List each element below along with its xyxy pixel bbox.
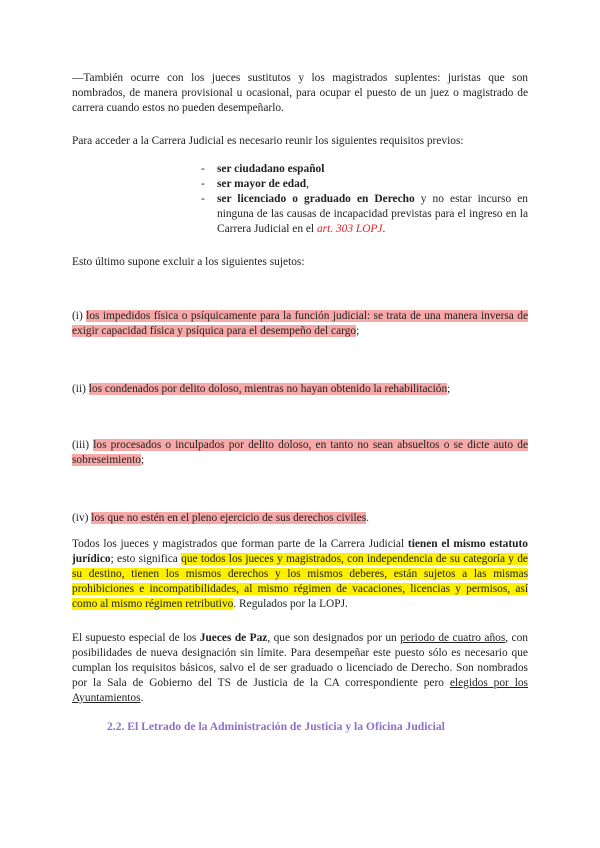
exclusion-i-text: los impedidos física o psíquicamente para la función judicial: se trata de una manera inversa de exigir capacidad física y psíquica para el desempeño del cargo <box>72 310 528 337</box>
exclusions-intro: Esto último supone excluir a los siguientes sujetos: <box>72 256 305 268</box>
estatuto-text-3: . Regulados por la LOPJ. <box>233 598 348 610</box>
exclusion-ii-label: (ii) <box>72 383 89 395</box>
intro-text: También ocurre con los jueces sustitutos y los magistrados suplentes: juristas que son nombrados, de manera provisional u ocasional, para ocupar el puesto de un juez o magistrado de carrera cuando estos no pueden desempeñarlo. <box>72 72 528 114</box>
estatuto-highlight: que todos los jueces y magistrados, con independencia de su categoría y de su destino, tienen los mismos derechos y los mismos deberes, están sujetos a las mismas prohibiciones e incompatibilidades, al mismo régimen de vacaciones, licencias y permisos, así como al mismo régimen retributivo <box>72 553 528 610</box>
paz-text-2: , que son designados por un <box>267 632 401 644</box>
requirement-degree-end: . <box>382 223 386 235</box>
paz-text-1: El supuesto especial de los <box>72 632 200 644</box>
list-bullet: - <box>201 163 205 175</box>
requirements-list <box>201 162 528 237</box>
estatuto-paragraph <box>72 537 528 612</box>
exclusion-iii-label: (iii) <box>72 439 94 451</box>
intro-paragraph <box>72 71 528 116</box>
paz-underline-elected: elegidos por los Ayuntamientos <box>72 677 528 704</box>
exclusion-i-end: ; <box>356 325 360 337</box>
requirement-item <box>201 162 528 177</box>
exclusion-i-label: (i) <box>72 310 87 322</box>
list-bullet: - <box>201 178 205 190</box>
requirement-item <box>201 177 528 192</box>
list-bullet: - <box>201 193 205 205</box>
paz-text-3: , con posibilidades de nueva designación sin límite. Para desempeñar este puesto sólo es necesario que cumplan los requisitos básicos, salvo el de ser graduado o licenciado de Derecho. Son nombrados por la Sala de Gobierno del TS de Justicia de la CA correspondiente pero <box>72 632 528 689</box>
intro-dash: — <box>72 72 84 84</box>
estatuto-text-2: ; esto significa <box>110 553 182 565</box>
section-heading: 2.2. El Letrado de la Administración de Justicia y la Oficina Judicial <box>107 720 445 733</box>
estatuto-text-1: Todos los jueces y magistrados que forman parte de la Carrera Judicial <box>72 538 408 550</box>
requirement-item <box>201 192 528 237</box>
exclusion-iii-text: los procesados o inculpados por delito doloso, en tanto no sean absueltos o se dicte auto de sobreseimiento <box>72 439 529 466</box>
exclusion-iv-end: . <box>366 512 370 524</box>
exclusion-i <box>72 309 528 339</box>
requirement-citizen: ser ciudadano español <box>217 163 325 175</box>
exclusion-iii-end: ; <box>140 454 145 466</box>
requirement-age-comma: , <box>306 178 309 190</box>
exclusion-ii <box>72 382 528 397</box>
paz-bold: Jueces de Paz <box>199 632 268 644</box>
exclusion-ii-text: los condenados por delito doloso, mientras no hayan obtenido la rehabilitación <box>88 383 448 395</box>
lopj-article-link[interactable]: art. 303 LOPJ <box>316 223 383 235</box>
exclusion-ii-end: ; <box>447 383 451 395</box>
exclusion-iv <box>72 511 528 526</box>
paz-paragraph <box>72 631 528 706</box>
paz-underline-period: periodo de cuatro años <box>400 632 506 644</box>
estatuto-bold: tienen el mismo estatuto jurídico <box>72 538 528 565</box>
requirement-degree: ser licenciado o graduado en Derecho <box>217 193 415 205</box>
exclusion-iii <box>72 438 528 468</box>
requirement-age: ser mayor de edad <box>217 178 307 190</box>
exclusion-iv-label: (iv) <box>72 512 92 524</box>
requirements-intro: Para acceder a la Carrera Judicial es necesario reunir los siguientes requisitos previos: <box>72 135 464 147</box>
exclusion-iv-text: los que no estén en el pleno ejercicio de sus derechos civiles <box>91 512 367 524</box>
requirement-degree-text: y no estar incurso en ninguna de las causas de incapacidad previstas para el ingreso en la Carrera Judicial en el <box>217 193 528 235</box>
paz-text-4: . <box>140 692 144 704</box>
